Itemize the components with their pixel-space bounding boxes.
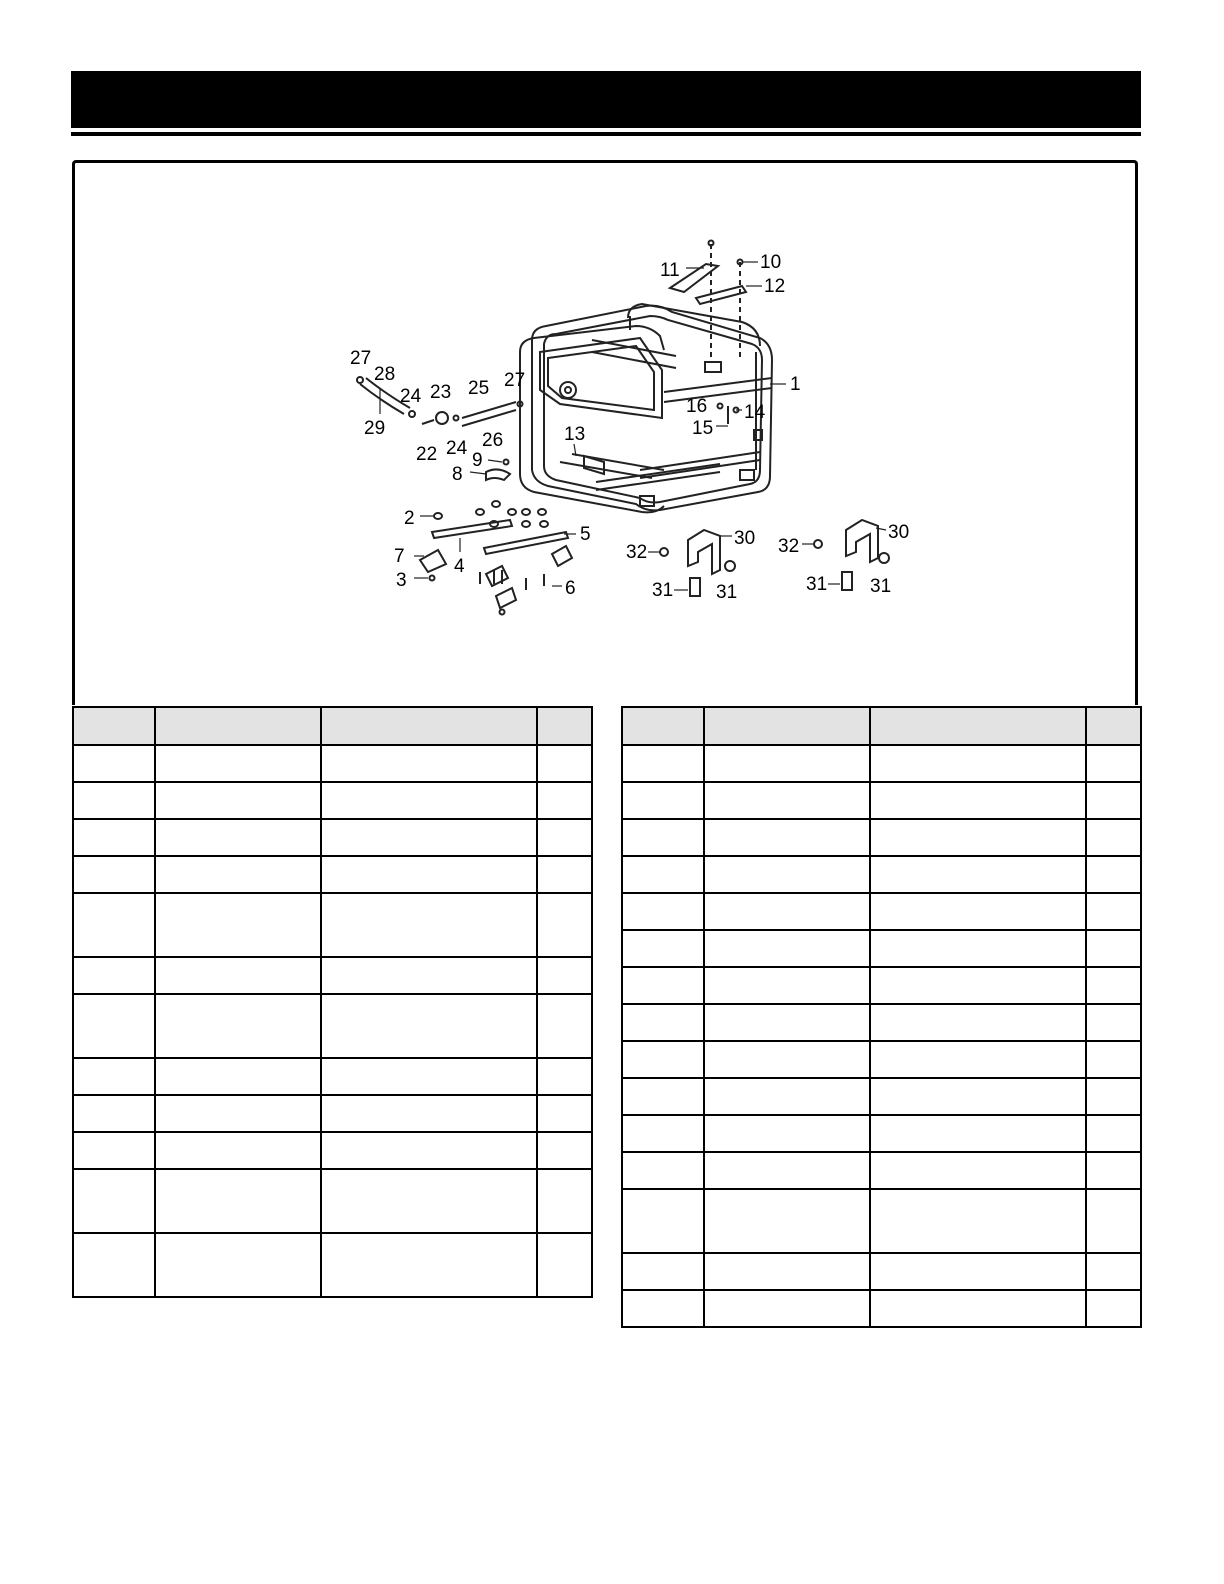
cell [321,856,537,893]
cell [622,1078,704,1115]
cell [155,957,321,994]
cell [73,1058,155,1095]
cell [155,893,321,957]
cell [622,893,704,930]
table-row [73,957,592,994]
cell [1086,1189,1141,1253]
cell [1086,1115,1141,1152]
exploded-frame-diagram [0,0,1224,710]
table-row [622,745,1141,782]
cell [870,1115,1086,1152]
callout-31-c: 31 [806,574,828,595]
cell [155,1132,321,1169]
cell [622,819,704,856]
cell [1086,1078,1141,1115]
cell [870,1041,1086,1078]
cell [155,1095,321,1132]
cell [155,782,321,819]
table-row [622,1041,1141,1078]
callout-13: 13 [564,424,586,445]
callout-11: 11 [660,260,680,281]
header-cell [73,707,155,745]
cell [704,1152,870,1189]
cell [537,1095,592,1132]
callout-30-right: 30 [888,522,910,543]
callout-24-upper: 24 [400,386,422,407]
cell [537,782,592,819]
callout-15: 15 [692,418,714,439]
cell [622,1290,704,1327]
cell [870,1290,1086,1327]
cell [622,1115,704,1152]
parts-table-left [72,706,593,1298]
header-cell [622,707,704,745]
cell [321,1058,537,1095]
table-row [73,819,592,856]
cell [73,1095,155,1132]
cell [321,1095,537,1132]
frame-drawing [357,241,892,615]
cell [1086,819,1141,856]
table-row [622,856,1141,893]
cell [155,1058,321,1095]
table-row [622,1004,1141,1041]
table-header-row [73,707,592,745]
cell [870,1189,1086,1253]
leader-lines [380,262,886,590]
callout-30-left: 30 [734,528,756,549]
cell [537,1132,592,1169]
table-row [622,1189,1141,1253]
table-row [622,1253,1141,1290]
cell [537,957,592,994]
cell [155,856,321,893]
callout-6: 6 [565,578,576,599]
callout-3: 3 [396,570,407,591]
header-cell [155,707,321,745]
callout-31-a: 31 [652,580,674,601]
cell [704,1078,870,1115]
cell [73,893,155,957]
cell [704,745,870,782]
cell [1086,967,1141,1004]
cell [704,1041,870,1078]
cell [622,1041,704,1078]
cell [1086,1004,1141,1041]
cell [870,782,1086,819]
cell [321,893,537,957]
cell [622,1189,704,1253]
header-cell [321,707,537,745]
cell [1086,1041,1141,1078]
table-row [73,994,592,1058]
table-row [622,1078,1141,1115]
cell [321,782,537,819]
table-row [622,930,1141,967]
cell [73,819,155,856]
cell [321,1132,537,1169]
header-cell [704,707,870,745]
cell [704,930,870,967]
table-row [73,1132,592,1169]
callout-24-lower: 24 [446,438,468,459]
cell [537,819,592,856]
cell [73,957,155,994]
cell [622,930,704,967]
callout-16: 16 [686,396,708,417]
cell [73,745,155,782]
cell [321,819,537,856]
cell [321,1233,537,1297]
cell [155,745,321,782]
table-row [73,856,592,893]
cell [870,1152,1086,1189]
cell [704,1004,870,1041]
callout-2: 2 [404,508,415,529]
callout-14: 14 [744,402,766,423]
cell [321,1169,537,1233]
callout-10: 10 [760,252,782,273]
callout-1: 1 [790,374,801,395]
callout-22: 22 [416,444,438,465]
table-row [622,1290,1141,1327]
callout-27-right: 27 [504,370,526,391]
cell [155,819,321,856]
callout-27-left: 27 [350,348,372,369]
cell [704,1189,870,1253]
cell [704,967,870,1004]
cell [870,1078,1086,1115]
callout-4: 4 [454,556,465,577]
cell [73,1233,155,1297]
table-row [73,1095,592,1132]
header-cell [537,707,592,745]
cell [870,893,1086,930]
cell [870,967,1086,1004]
callout-12: 12 [764,276,786,297]
cell [870,1253,1086,1290]
table-row [73,782,592,819]
cell [622,1004,704,1041]
cell [622,782,704,819]
cell [73,856,155,893]
callout-9: 9 [472,450,483,471]
table-row [73,893,592,957]
cell [73,1169,155,1233]
cell [622,745,704,782]
header-cell [870,707,1086,745]
callout-25: 25 [468,378,490,399]
cell [73,1132,155,1169]
callout-26: 26 [482,430,504,451]
callout-23: 23 [430,382,452,403]
cell [537,856,592,893]
callout-8: 8 [452,464,463,485]
cell [704,893,870,930]
cell [622,1152,704,1189]
table-row [622,893,1141,930]
cell [1086,1152,1141,1189]
callout-7: 7 [394,546,405,567]
cell [537,1233,592,1297]
cell [321,957,537,994]
cell [704,819,870,856]
callout-29: 29 [364,418,386,439]
cell [1086,1253,1141,1290]
cell [321,994,537,1058]
table-row [622,819,1141,856]
cell [1086,930,1141,967]
table-row [622,1115,1141,1152]
cell [1086,782,1141,819]
cell [704,782,870,819]
parts-table-right [621,706,1142,1328]
cell [73,782,155,819]
cell [537,1058,592,1095]
table-row [622,967,1141,1004]
cell [704,856,870,893]
callout-5: 5 [580,524,591,545]
cell [870,930,1086,967]
cell [870,819,1086,856]
cell [704,1115,870,1152]
callout-32-left: 32 [626,542,648,563]
cell [622,967,704,1004]
table-row [622,782,1141,819]
cell [704,1253,870,1290]
cell [155,1169,321,1233]
cell [1086,856,1141,893]
cell [1086,1290,1141,1327]
callout-32-right: 32 [778,536,800,557]
cell [704,1290,870,1327]
cell [537,893,592,957]
table-row [73,1233,592,1297]
cell [155,1233,321,1297]
cell [537,994,592,1058]
callout-31-b: 31 [716,582,738,603]
callout-31-d: 31 [870,576,892,597]
cell [622,1253,704,1290]
table-header-row [622,707,1141,745]
cell [870,1004,1086,1041]
cell [1086,893,1141,930]
table-row [622,1152,1141,1189]
table-row [73,745,592,782]
cell [537,1169,592,1233]
header-cell [1086,707,1141,745]
cell [870,745,1086,782]
cell [537,745,592,782]
cell [870,856,1086,893]
cell [1086,745,1141,782]
cell [321,745,537,782]
cell [155,994,321,1058]
callout-28: 28 [374,364,396,385]
cell [73,994,155,1058]
table-row [73,1169,592,1233]
cell [622,856,704,893]
table-row [73,1058,592,1095]
